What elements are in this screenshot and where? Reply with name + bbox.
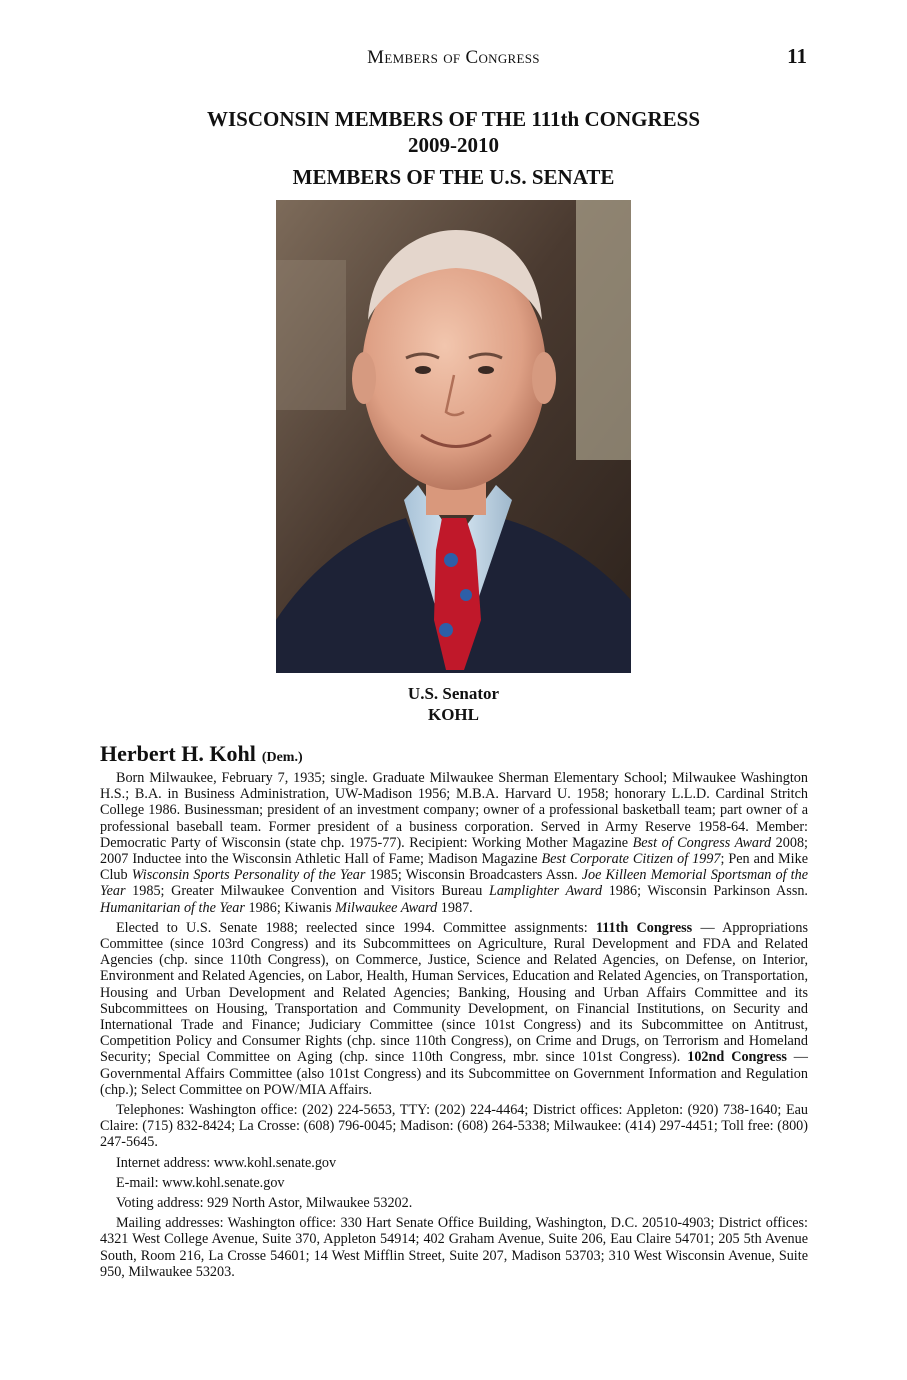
bio-text: Elected to U.S. Senate 1988; reelected since 1994. Committee assignments: [116, 919, 596, 936]
running-header [0, 44, 907, 74]
bio-text: — Governmental Affairs Committee (also 101st Congress) and its Subcommittee on Government Information and Regulation (chp.); Select Committee on POW/MIA Affairs. [100, 1049, 808, 1098]
section-heading: MEMBERS OF THE U.S. SENATE [292, 165, 615, 189]
caption-title: U.S. Senator [407, 684, 500, 703]
award-title: Lamplighter Award [488, 883, 603, 900]
mailing-addresses: Mailing addresses: Washington office: 330 Hart Senate Office Building, Washington, D.C. 20510-4903; District offices: 4321 West College Avenue, Suite 370, Appleton 54914; 402 Graham Avenue, Suite 206, Eau Claire 54701; 205 5th Avenue South, Room 216, La Crosse 54601; 14 West Mifflin Street, Suite 207, Madison 53703; 310 West Wisconsin Avenue, Suite 950, Milwaukee 53203. [100, 1215, 808, 1280]
senator-portrait-photo [276, 200, 631, 673]
bio-text: 1986; Wisconsin Parkinson Assn. [602, 883, 808, 900]
award-title: Joe Killeen Memorial Sportsman of the Year [100, 867, 809, 900]
member-party: (Dem.) [261, 750, 303, 765]
title-years: 2009-2010 [408, 133, 499, 157]
bio-text: Born Milwaukee, February 7, 1935; single. Graduate Milwaukee Sherman Elementary School; Milwaukee Washington H.S.; B.A. in Business Administration, UW-Madison 1956; M.B.A. Harvard U. 1958; honorary L.L.D. Cardinal Stritch College 1986. Businessman; president of an investment company; owner of a professional basketball team; part owner of a professional baseball team. Former president of a business corporation. Served in Army Reserve 1958-64. Member: Democratic Party of Wisconsin (state chp. 1975-77). Recipient: Working Mother Magazine [100, 770, 808, 851]
voting-address: Voting address: 929 North Astor, Milwaukee 53202. [116, 1195, 413, 1212]
internet-address: Internet address: www.kohl.senate.gov [116, 1154, 337, 1171]
bio-text: ; Pen and Mike Club [100, 851, 809, 884]
award-title: Milwaukee Award [335, 899, 438, 916]
photo-caption [0, 683, 907, 725]
bio-committees-paragraph [100, 920, 808, 1098]
title-line-1: WISCONSIN MEMBERS OF THE 111th CONGRESS [206, 107, 701, 131]
bio-text: 1987. [437, 899, 473, 916]
award-title: Best Corporate Citizen of 1997 [541, 851, 721, 868]
member-name: Herbert H. Kohl [100, 741, 256, 766]
page-number: 11 [787, 44, 807, 68]
award-title: Wisconsin Sports Personality of the Year [131, 867, 366, 884]
award-title: Best of Congress Award [632, 834, 772, 851]
running-title: Members of Congress [367, 47, 540, 68]
biography [100, 770, 808, 1284]
member-name-heading [100, 741, 303, 767]
email-address: E-mail: www.kohl.senate.gov [116, 1174, 285, 1191]
bio-text: — Appropriations Committee (since 103rd Congress) and its Subcommittees on Agriculture, Rural Development and FDA and Related Agencies (chp. since 110th Congress), on Commerce, Justice, Science and Related Agencies, on Defense, on Interior, Environment and Related Agencies, on Labor, Health, Human Services, Education and Related Agencies, on Transportation, Housing and Urban Development and Related Agencies; Banking, Housing and Urban Affairs Committee and its Subcommittees on Housing, Transportation and Community Development, on Financial Institutions, on Security and International Trade and Finance; Judiciary Committee (since 101st Congress) and its Subcommittee on Antitrust, Competition Policy and Consumer Rights (chp. since 110th Congress), on Crime and Drugs, on Terrorism and Homeland Security; Special Committee on Aging (chp. since 110th Congress, mbr. since 101st Congress). [100, 919, 808, 1066]
bio-text: 1985; Greater Milwaukee Convention and Visitors Bureau [125, 883, 489, 900]
telephones-paragraph: Telephones: Washington office: (202) 224-5653, TTY: (202) 224-4464; District offices: Appleton: (920) 738-1640; Eau Claire: (715) 832-8424; La Crosse: (608) 796-0045; Madison: (608) 264-5338; Milwaukee: (414) 297-4451; Toll free: (800) 247-5645. [100, 1102, 808, 1151]
congress-label: 111th Congress [595, 919, 693, 936]
bio-text: 2008; 2007 Inductee into the Wisconsin Athletic Hall of Fame; Madison Magazine [100, 834, 808, 868]
congress-label: 102nd Congress [687, 1049, 787, 1066]
bio-text: 1985; Wisconsin Broadcasters Assn. [365, 867, 582, 884]
award-title: Humanitarian of the Year [100, 899, 245, 916]
bio-text: 1986; Kiwanis [244, 899, 336, 916]
bio-personal-paragraph [100, 770, 808, 916]
document-title [0, 106, 907, 158]
caption-surname: KOHL [427, 705, 479, 724]
